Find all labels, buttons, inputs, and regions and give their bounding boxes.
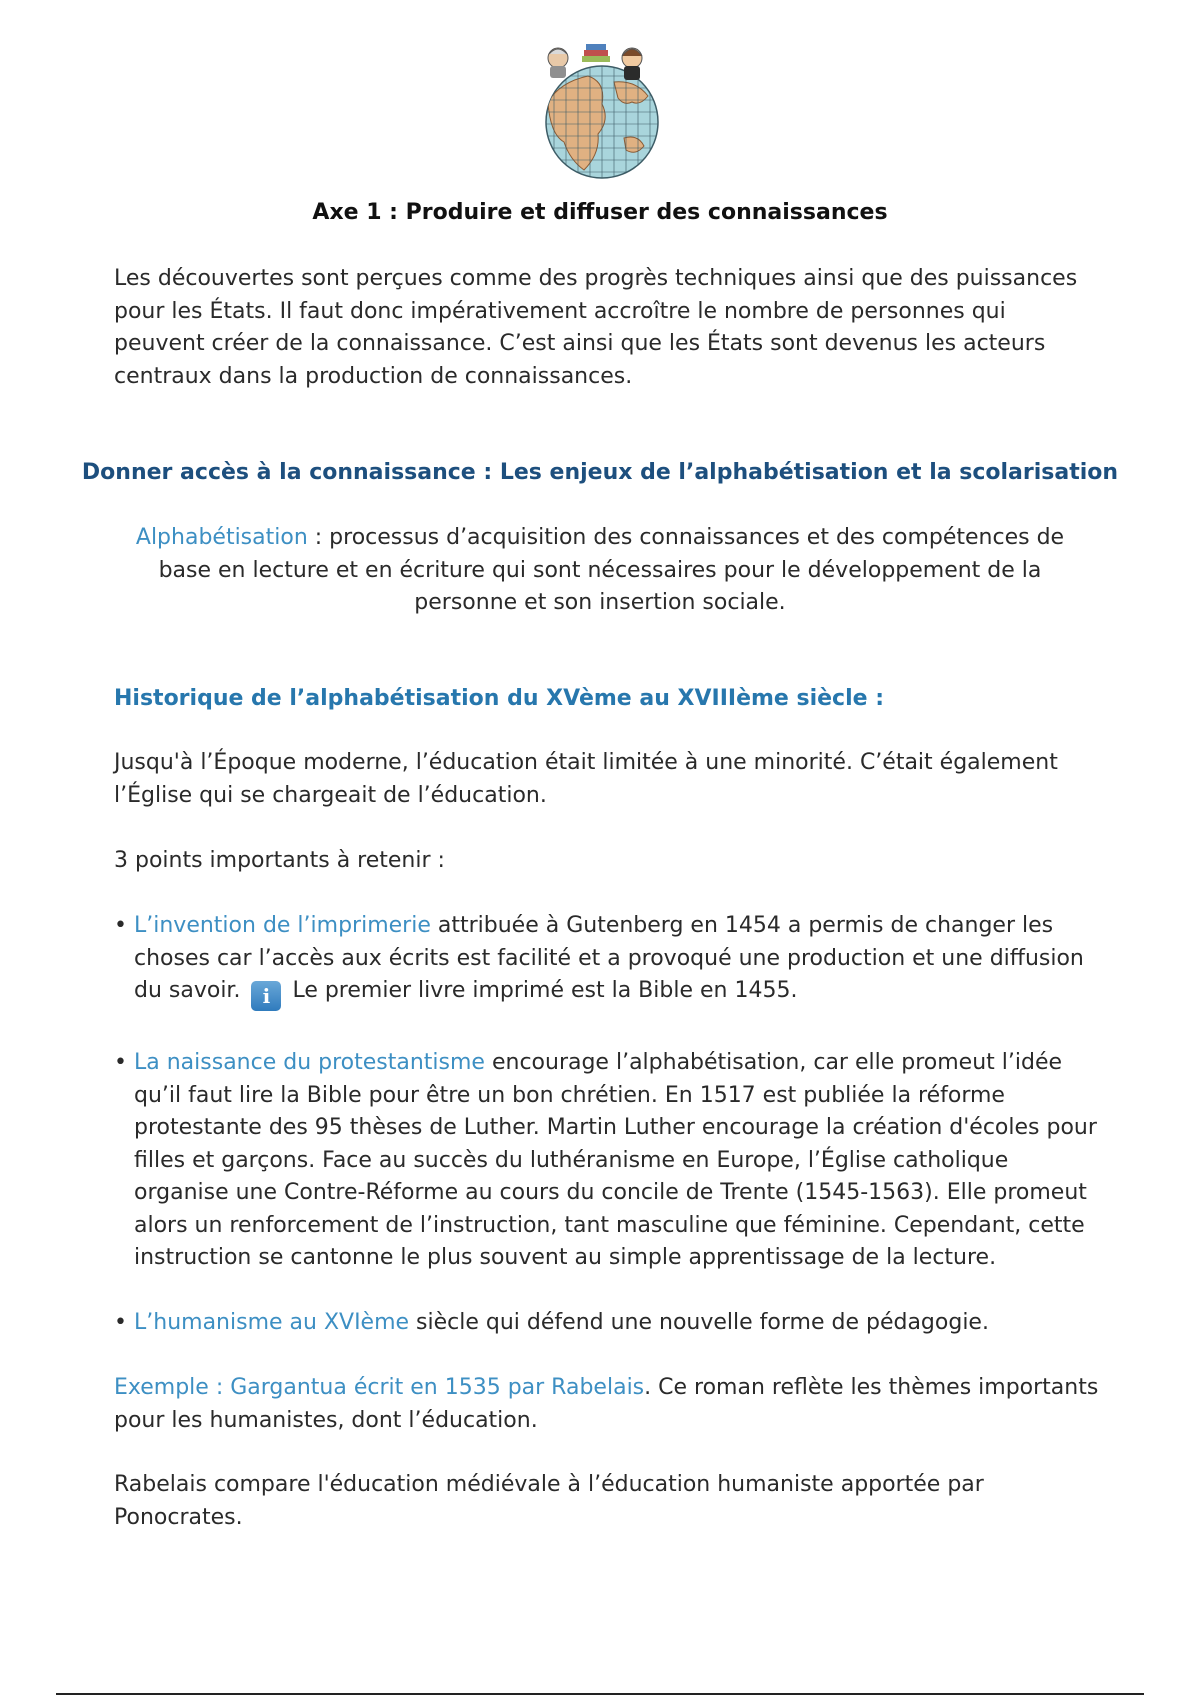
example-text: . Ce roman reflète les thèmes importants pour les humanistes, dont l’éducation.: [114, 1375, 1099, 1433]
bottom-divider: [56, 1693, 1144, 1695]
definition-term: Alphabétisation: [135, 525, 308, 550]
list-item: [114, 1307, 1104, 1340]
list-item: [114, 910, 1104, 1011]
paragraph-points-importants: 3 points importants à retenir :: [114, 848, 445, 873]
paragraph-rabelais: Rabelais compare l'éducation médiévale à l’éducation humaniste apportée par Ponocrates.: [114, 1472, 984, 1530]
bullet-marker: •: [114, 913, 127, 938]
list-item: [114, 1047, 1104, 1275]
definition-paragraph: [130, 522, 1070, 620]
bullet-text: encourage l’alphabétisation, car elle promeut l’idée qu’il faut lire la Bible pour être un bon chrétien. En 1517 est publiée la réforme protestante des 95 thèses de Luther. Martin Luther encourage la création d'écoles pour filles et garçons. Face au succès du luthéranisme en Europe, l’Église catholique organise une Contre-Réforme au cours du concile de Trente (1545-1563). Elle promeut alors un renforcement de l’instruction, tant masculine que féminine. Cependant, cette instruction se cantonne le plus souvent au simple apprentissage de la lecture.: [134, 1050, 1097, 1270]
bullet-text: siècle qui défend une nouvelle forme de pédagogie.: [409, 1310, 989, 1335]
bullet-highlight: La naissance du protestantisme: [134, 1050, 485, 1075]
paragraph-epoque-moderne: Jusqu'à l’Époque moderne, l’éducation était limitée à une minorité. C’était également l’Église qui se chargeait de l’éducation.: [114, 750, 1058, 808]
section-heading-acces: Donner accès à la connaissance : Les enjeux de l’alphabétisation et la scolarisation: [81, 460, 1119, 485]
bullet-marker: •: [114, 1050, 127, 1075]
example-paragraph: [114, 1372, 1104, 1437]
bullet-text-after: Le premier livre imprimé est la Bible en 1455.: [285, 978, 798, 1003]
page-title: Axe 1 : Produire et diffuser des connaissances: [312, 200, 888, 225]
info-icon: i: [251, 981, 281, 1011]
bullet-highlight: L’humanisme au XVIème: [134, 1310, 410, 1335]
bullet-marker: •: [114, 1310, 127, 1335]
intro-paragraph: Les découvertes sont perçues comme des progrès techniques ainsi que des puissances pour les États. Il faut donc impérativement accroître le nombre de personnes qui peuvent créer de la connaissance. C’est ainsi que les États sont devenus les acteurs centraux dans la production de connaissances.: [114, 266, 1078, 389]
definition-text: : processus d’acquisition des connaissances et des compétences de base en lecture et en écriture qui sont nécessaires pour le développement de la personne et son insertion sociale.: [158, 525, 1065, 615]
example-highlight: Exemple : Gargantua écrit en 1535 par Rabelais: [114, 1375, 645, 1400]
bullet-highlight: L’invention de l’imprimerie: [134, 913, 431, 938]
bullet-text: attribuée à Gutenberg en 1454 a permis de changer les choses car l’accès aux écrits est facilité et a provoqué une production et une diffusion du savoir.: [134, 913, 1084, 1003]
section-heading-historique: Historique de l’alphabétisation du XVème au XVIIIème siècle :: [114, 686, 885, 711]
globe-illustration: [540, 42, 664, 180]
